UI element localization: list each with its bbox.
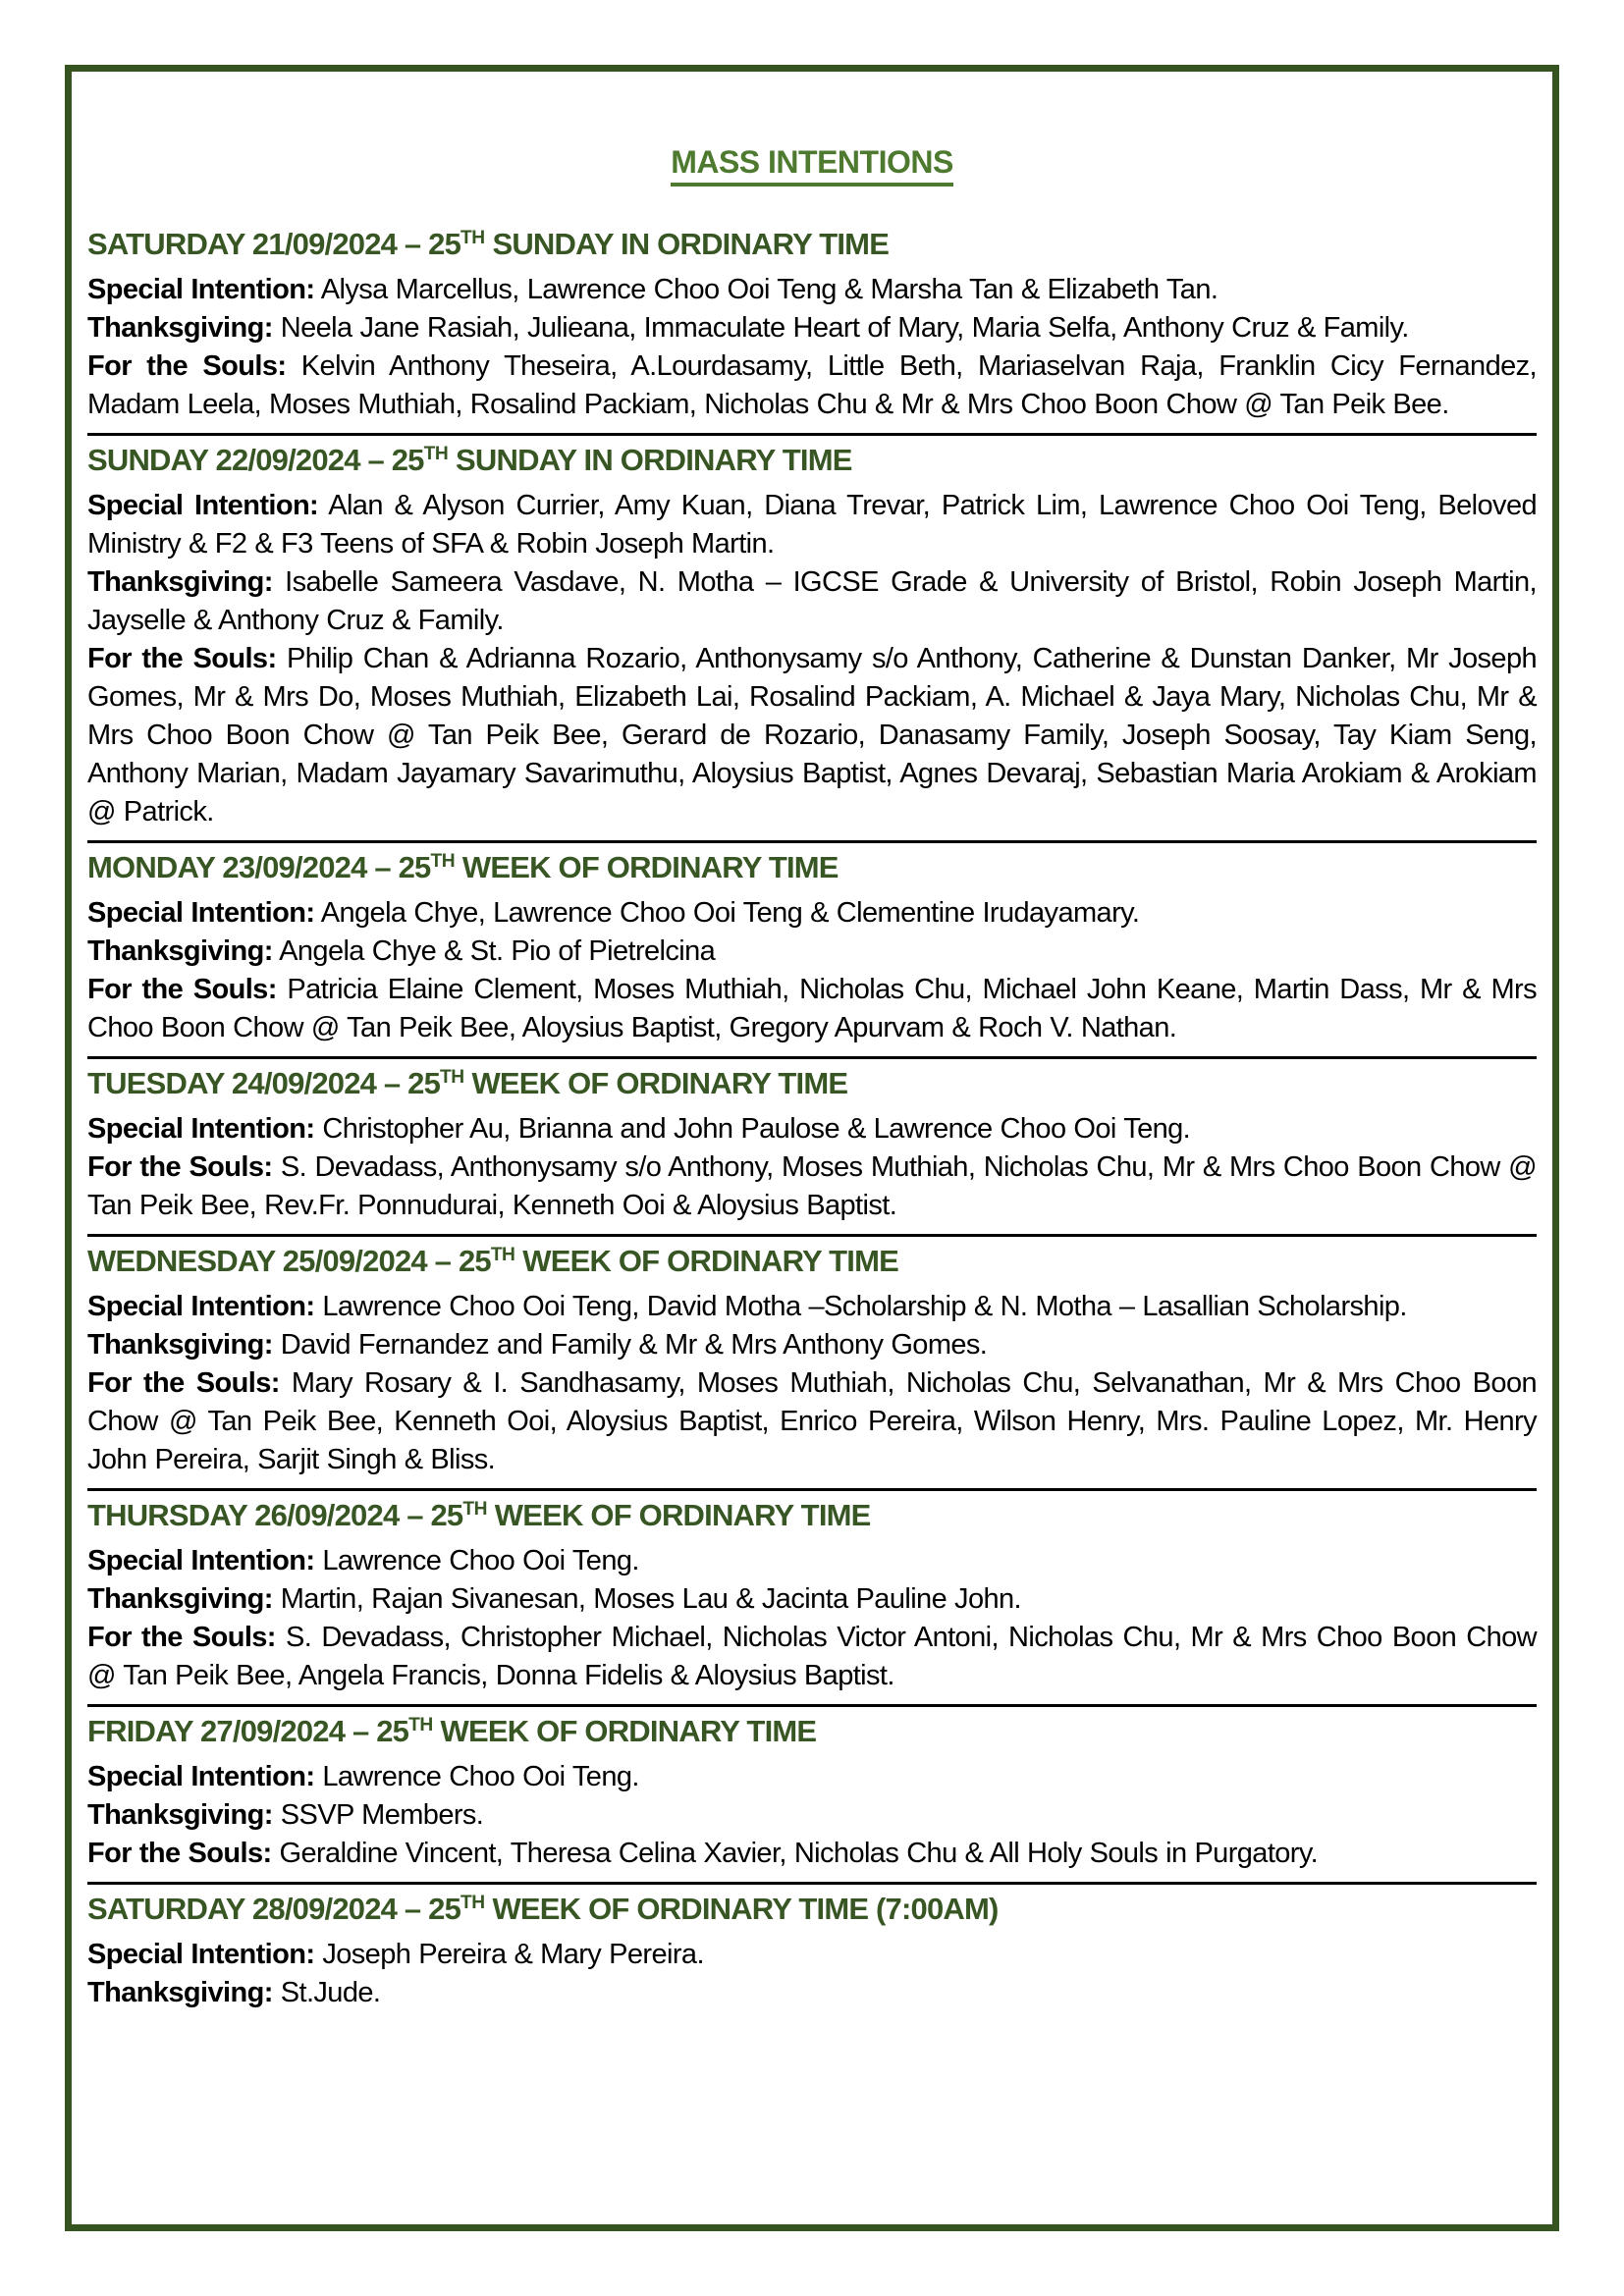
intention-names: Alan & Alyson Currier, Amy Kuan, Diana Trevar, Patrick Lim, Lawrence Choo Ooi Teng, Beloved Ministry & F2 & F3 Teens of SFA & Robin Joseph Martin.	[87, 490, 1537, 560]
section-header-description: WEEK OF ORDINARY TIME	[455, 850, 839, 884]
intention-names: Philip Chan & Adrianna Rozario, Anthonysamy s/o Anthony, Catherine & Dunstan Danker, Mr Joseph Gomes, Mr & Mrs Do, Moses Muthiah, Elizabeth Lai, Rosalind Packiam, A. Michael & Jaya Mary, Nicholas Chu, Mr & Mrs Choo Boon Chow @ Tan Peik Bee, Gerard de Rozario, Danasamy Family, Joseph Soosay, Tay Kiam Seng, Anthony Marian, Madam Jayamary Savarimuthu, Aloysius Baptist, Agnes Devaraj, Sebastian Maria Arokiam & Arokiam @ Patrick.	[87, 643, 1537, 828]
section-header-ordinal-superscript: TH	[440, 1067, 464, 1088]
section-header	[87, 1241, 1537, 1287]
mass-intention-section	[87, 1885, 1537, 2021]
intention-label: Special Intention:	[87, 1113, 315, 1145]
intention-label: Thanksgiving:	[87, 312, 273, 344]
intention-label: For the Souls:	[87, 1838, 272, 1869]
section-header-ordinal-superscript: TH	[460, 228, 485, 248]
section-header-description: WEEK OF ORDINARY TIME (7:00AM)	[484, 1892, 999, 1926]
section-header	[87, 1063, 1537, 1109]
intention-label: Thanksgiving:	[87, 935, 273, 967]
intention-label: Special Intention:	[87, 490, 319, 521]
section-header-ordinal-superscript: TH	[490, 1245, 515, 1265]
intention-entry	[87, 1326, 1537, 1364]
intention-entry	[87, 640, 1537, 831]
intention-label: Special Intention:	[87, 897, 315, 929]
section-header	[87, 1889, 1537, 1935]
intention-label: Thanksgiving:	[87, 1799, 273, 1831]
intention-entry	[87, 1288, 1537, 1326]
section-header-date: WEDNESDAY 25/09/2024 – 25	[87, 1244, 491, 1278]
intention-entry	[87, 563, 1537, 640]
intention-entry	[87, 1110, 1537, 1148]
intention-label: For the Souls:	[87, 1367, 280, 1399]
intention-entry	[87, 971, 1537, 1047]
mass-intention-section	[87, 436, 1537, 843]
intention-label: For the Souls:	[87, 1622, 276, 1653]
mass-intention-section	[87, 220, 1537, 436]
page-title	[87, 144, 1537, 181]
section-header	[87, 1495, 1537, 1541]
intention-names: Joseph Pereira & Mary Pereira.	[314, 1939, 704, 1970]
mass-intention-section	[87, 1059, 1537, 1237]
intention-label: Thanksgiving:	[87, 1329, 273, 1361]
mass-intention-section	[87, 843, 1537, 1059]
section-header-date: SATURDAY 28/09/2024 – 25	[87, 1892, 461, 1926]
section-header-description: SUNDAY IN ORDINARY TIME	[484, 227, 890, 261]
section-header-description: WEEK OF ORDINARY TIME	[514, 1244, 899, 1278]
intention-names: Mary Rosary & I. Sandhasamy, Moses Muthiah, Nicholas Chu, Selvanathan, Mr & Mrs Choo Boon Chow @ Tan Peik Bee, Kenneth Ooi, Aloysius Baptist, Enrico Pereira, Wilson Henry, Mrs. Pauline Lopez, Mr. Henry John Pereira, Sarjit Singh & Bliss.	[87, 1367, 1537, 1475]
intention-names: Lawrence Choo Ooi Teng.	[314, 1545, 639, 1576]
intention-label: For the Souls:	[87, 350, 287, 382]
intention-names: St.Jude.	[272, 1977, 381, 2008]
section-header-date: SUNDAY 22/09/2024 – 25	[87, 443, 424, 477]
section-header-ordinal-superscript: TH	[460, 1893, 485, 1913]
page-title-text: MASS INTENTIONS	[671, 144, 953, 187]
intention-label: Special Intention:	[87, 1939, 315, 1970]
intention-names: Angela Chye & St. Pio of Pietrelcina	[272, 935, 716, 967]
intention-label: For the Souls:	[87, 643, 277, 674]
intention-label: Special Intention:	[87, 274, 315, 305]
intention-names: Christopher Au, Brianna and John Paulose & Lawrence Choo Ooi Teng.	[314, 1113, 1191, 1145]
intention-entry	[87, 1835, 1537, 1873]
intention-names: Lawrence Choo Ooi Teng.	[314, 1761, 639, 1792]
intention-entry	[87, 1619, 1537, 1695]
intention-names: Patricia Elaine Clement, Moses Muthiah, Nicholas Chu, Michael John Keane, Martin Dass, Mr & Mrs Choo Boon Chow @ Tan Peik Bee, Aloysius Baptist, Gregory Apurvam & Roch V. Nathan.	[87, 974, 1538, 1043]
intention-label: Thanksgiving:	[87, 1977, 273, 2008]
section-header	[87, 1711, 1537, 1757]
intention-names: Kelvin Anthony Theseira, A.Lourdasamy, Little Beth, Mariaselvan Raja, Franklin Cicy Fernandez, Madam Leela, Moses Muthiah, Rosalind Packiam, Nicholas Chu & Mr & Mrs Choo Boon Chow @ Tan Peik Bee.	[87, 350, 1538, 420]
intention-entry	[87, 1936, 1537, 1974]
intention-entry	[87, 1364, 1537, 1479]
intention-names: S. Devadass, Anthonysamy s/o Anthony, Moses Muthiah, Nicholas Chu, Mr & Mrs Choo Boon Chow @ Tan Peik Bee, Rev.Fr. Ponnudurai, Kenneth Ooi & Aloysius Baptist.	[87, 1151, 1537, 1221]
intention-names: Neela Jane Rasiah, Julieana, Immaculate Heart of Mary, Maria Selfa, Anthony Cruz & Family.	[272, 312, 1409, 344]
mass-intention-section	[87, 1491, 1537, 1707]
section-header-date: SATURDAY 21/09/2024 – 25	[87, 227, 461, 261]
intention-label: Thanksgiving:	[87, 1583, 273, 1615]
intention-entry	[87, 894, 1537, 933]
section-header-description: WEEK OF ORDINARY TIME	[486, 1498, 871, 1532]
section-header-date: TUESDAY 24/09/2024 – 25	[87, 1066, 441, 1100]
intention-entry	[87, 1580, 1537, 1619]
mass-intention-section	[87, 1237, 1537, 1491]
section-header-date: MONDAY 23/09/2024 – 25	[87, 850, 431, 884]
intention-names: David Fernandez and Family & Mr & Mrs Anthony Gomes.	[272, 1329, 988, 1361]
section-header-description: WEEK OF ORDINARY TIME	[432, 1714, 817, 1748]
mass-intention-section	[87, 1707, 1537, 1885]
intention-names: Angela Chye, Lawrence Choo Ooi Teng & Clementine Irudayamary.	[314, 897, 1140, 929]
intention-names: Martin, Rajan Sivanesan, Moses Lau & Jacinta Pauline John.	[272, 1583, 1021, 1615]
document-page-frame	[65, 65, 1559, 2231]
intention-entry	[87, 1148, 1537, 1225]
intention-names: Isabelle Sameera Vasdave, N. Motha – IGCSE Grade & University of Bristol, Robin Joseph Martin, Jayselle & Anthony Cruz & Family.	[87, 566, 1537, 636]
section-header-date: FRIDAY 27/09/2024 – 25	[87, 1714, 409, 1748]
intention-entry	[87, 1542, 1537, 1580]
intention-label: For the Souls:	[87, 974, 277, 1005]
section-header-description: SUNDAY IN ORDINARY TIME	[448, 443, 852, 477]
intention-names: S. Devadass, Christopher Michael, Nicholas Victor Antoni, Nicholas Chu, Mr & Mrs Choo Boon Chow @ Tan Peik Bee, Angela Francis, Donna Fidelis & Aloysius Baptist.	[87, 1622, 1538, 1691]
intention-entry	[87, 1796, 1537, 1835]
section-header-ordinal-superscript: TH	[423, 444, 449, 464]
intention-entry	[87, 1758, 1537, 1796]
intention-label: Thanksgiving:	[87, 566, 273, 598]
intention-label: Special Intention:	[87, 1761, 315, 1792]
section-header	[87, 847, 1537, 893]
section-header-ordinal-superscript: TH	[462, 1499, 487, 1520]
section-header-date: THURSDAY 26/09/2024 – 25	[87, 1498, 463, 1532]
intention-names: Lawrence Choo Ooi Teng, David Motha –Scholarship & N. Motha – Lasallian Scholarship.	[314, 1291, 1407, 1322]
intention-label: For the Souls:	[87, 1151, 273, 1183]
intention-names: Alysa Marcellus, Lawrence Choo Ooi Teng & Marsha Tan & Elizabeth Tan.	[314, 274, 1218, 305]
intention-entry	[87, 271, 1537, 309]
intention-names: SSVP Members.	[272, 1799, 484, 1831]
intention-entry	[87, 487, 1537, 563]
section-header-ordinal-superscript: TH	[408, 1715, 433, 1735]
section-header-ordinal-superscript: TH	[430, 851, 456, 872]
intention-label: Special Intention:	[87, 1291, 315, 1322]
intention-label: Special Intention:	[87, 1545, 315, 1576]
intention-entry	[87, 933, 1537, 971]
section-header-description: WEEK OF ORDINARY TIME	[463, 1066, 848, 1100]
section-header	[87, 224, 1537, 270]
intention-entry	[87, 309, 1537, 347]
intention-names: Geraldine Vincent, Theresa Celina Xavier, Nicholas Chu & All Holy Souls in Purgatory.	[271, 1838, 1319, 1869]
sections-container	[87, 220, 1537, 2021]
intention-entry	[87, 347, 1537, 424]
section-header	[87, 440, 1537, 486]
intention-entry	[87, 1974, 1537, 2012]
